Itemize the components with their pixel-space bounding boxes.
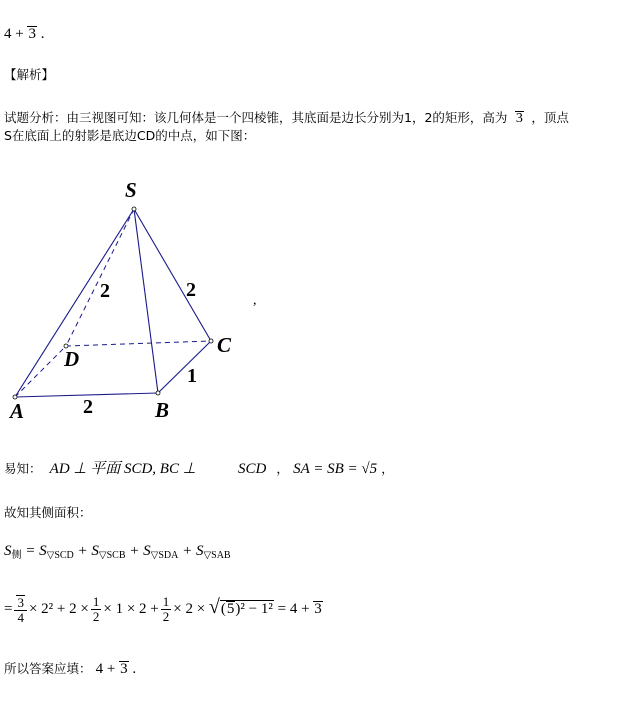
- edge-SC: [134, 209, 211, 341]
- label-SD-length: 2: [100, 280, 110, 302]
- edge-SD: [66, 209, 134, 346]
- formula-line-2: = $\frac{3}{4}$ × 2² + 2 × $\frac{1}{2}$ × 1 × 2 + $\frac{1}{2}$ × 2 × √(5)² − 1² = 4 + 3: [4, 594, 322, 625]
- edge-SB: [134, 209, 158, 393]
- label-B: B: [155, 398, 170, 422]
- answer-top: 4 + 3 .: [4, 26, 45, 42]
- height-sqrt: 3: [515, 111, 523, 126]
- label-S: S: [125, 178, 137, 202]
- known-line: 易知： AD ⊥ 平面 SCD, BC ⊥ SCD ， SA = SB = √5 ，: [4, 461, 394, 477]
- edge-DC: [66, 341, 211, 346]
- known-prefix: 易知：: [4, 461, 42, 476]
- final-answer: 所以答案应填： 4 + 3 .: [4, 661, 137, 677]
- known-expr-3: SA = SB = √5: [293, 461, 378, 477]
- final-answer-prefix: 所以答案应填：: [4, 661, 92, 676]
- analysis-line-1-tail: ，顶点: [531, 110, 569, 125]
- formula-line-1: $S_侧 = S_{▽SCD} + S_{▽SCB} + S_{▽SDA} + S_{▽SAB}$: [4, 543, 231, 561]
- analysis-line-1-text: 试题分析：由三视图可知：该几何体是一个四棱锥，其底面是边长分别为1，2的矩形，高为: [4, 110, 508, 125]
- figure-comma: ,: [253, 293, 257, 308]
- lateral-intro: 故知其侧面积：: [4, 505, 92, 520]
- vertex-B: [156, 391, 160, 395]
- label-C: C: [217, 333, 232, 357]
- edge-AD: [15, 346, 66, 397]
- label-D: D: [64, 347, 80, 371]
- vertex-C: [209, 339, 213, 343]
- pyramid-figure: [0, 170, 300, 450]
- vertex-S: [132, 207, 136, 211]
- known-tail: ，: [381, 461, 394, 476]
- known-expr-2: SCD: [237, 461, 267, 477]
- analysis-line-2: S在底面上的射影是底边CD的中点，如下图：: [4, 128, 256, 143]
- label-AB-length: 2: [83, 396, 93, 418]
- label-SC-length: 2: [186, 279, 196, 301]
- analysis-line-1: [4, 110, 569, 127]
- label-BC-length: 1: [187, 365, 197, 387]
- known-expr-1: AD ⊥ 平面 SCD, BC ⊥: [49, 461, 196, 477]
- section-title: 【解析】: [4, 67, 55, 82]
- label-A: A: [10, 399, 25, 423]
- edge-BC: [158, 341, 211, 393]
